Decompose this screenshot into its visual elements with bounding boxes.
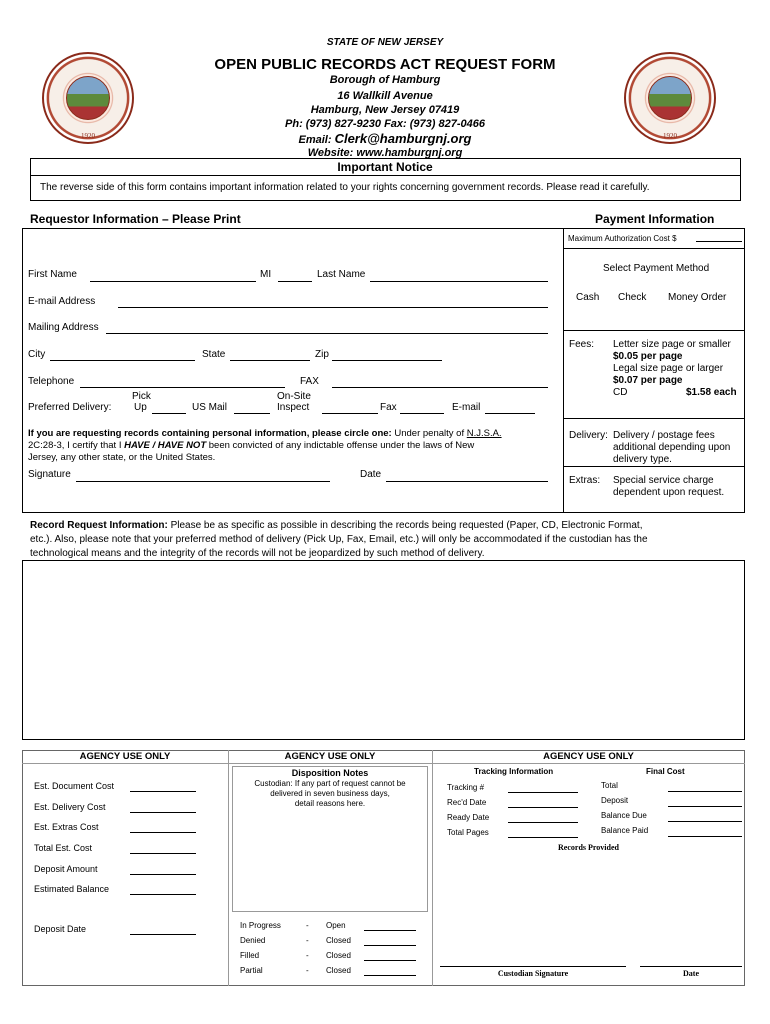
open-label: Open: [326, 921, 346, 930]
tracking-no-label: Tracking #: [447, 783, 485, 792]
certify-line-3: Jersey, any other state, or the United States.: [28, 452, 216, 463]
date-field[interactable]: [386, 481, 548, 482]
have-option[interactable]: HAVE: [124, 440, 150, 451]
balance-paid-field[interactable]: [668, 836, 742, 837]
ready-date-field[interactable]: [508, 822, 578, 823]
street-address: 16 Wallkill Avenue: [337, 90, 433, 102]
final-deposit-field[interactable]: [668, 806, 742, 807]
borough-name: Borough of Hamburg: [329, 74, 441, 86]
check-option[interactable]: Check: [618, 292, 647, 303]
fees-label: Fees:: [569, 339, 595, 350]
custodian-date-field[interactable]: [640, 966, 742, 967]
final-total-label: Total: [601, 781, 618, 790]
pickup-field[interactable]: [152, 413, 186, 414]
email-option-label: E-mail: [452, 402, 481, 413]
city-address: Hamburg, New Jersey 07419: [310, 104, 460, 116]
zip-field[interactable]: [332, 360, 442, 361]
record-request-line-2: etc.). Also, please note that your preferred method of delivery (Pick Up, Fax, Email, etc.) will only be accommodated if the custodian has the: [30, 534, 648, 545]
requestor-title: Requestor Information – Please Print: [30, 212, 241, 226]
disposition-title: Disposition Notes: [291, 768, 369, 778]
disposition-3: detail reasons here.: [294, 799, 366, 808]
est-extras-field[interactable]: [130, 832, 196, 833]
partial-closed-label: Closed: [326, 966, 351, 975]
records-provided-label: Records Provided: [558, 843, 619, 852]
delivery-fee-2: additional depending upon: [613, 442, 731, 453]
email-label: Email:: [298, 134, 332, 146]
estimated-balance-label: Estimated Balance: [34, 884, 110, 894]
max-auth-field[interactable]: [696, 241, 742, 242]
cd-price: $1.58 each: [686, 387, 737, 398]
recd-date-field[interactable]: [508, 807, 578, 808]
total-pages-label: Total Pages: [447, 828, 489, 837]
fax-label: FAX: [300, 376, 319, 387]
notice-text: The reverse side of this form contains important information related to your rights concerning government records. Please read it carefully.: [40, 182, 650, 193]
certify-line-1: If you are requesting records containing personal information, please circle one: Under penalty of N.J.S.A.: [28, 428, 502, 439]
signature-label: Signature: [28, 469, 71, 480]
custodian-date-label: Date: [683, 969, 699, 978]
letter-fee: Letter size page or smaller: [613, 339, 731, 350]
extras-1: Special service charge: [613, 475, 714, 486]
email-address-label: E-mail Address: [28, 296, 96, 307]
filled-field[interactable]: [364, 960, 416, 961]
denied-label: Denied: [240, 936, 266, 945]
first-name-field[interactable]: [90, 281, 256, 282]
balance-due-field[interactable]: [668, 821, 742, 822]
notice-title: Important Notice: [337, 160, 433, 174]
balance-due-label: Balance Due: [601, 811, 647, 820]
date-label: Date: [360, 469, 382, 480]
extras-2: dependent upon request.: [613, 487, 725, 498]
agency-heading-1: AGENCY USE ONLY: [79, 751, 171, 762]
record-request-line-3: technological means and the integrity of the records will not be jeopardized by such method of delivery.: [30, 548, 485, 559]
phone-fax: Ph: (973) 827-9230 Fax: (973) 827-0466: [285, 118, 485, 130]
cd-fee: CD: [613, 387, 628, 398]
final-total-field[interactable]: [668, 791, 742, 792]
fax-option-label: Fax: [380, 402, 397, 413]
est-doc-field[interactable]: [130, 791, 196, 792]
us-mail-label: US Mail: [192, 402, 228, 413]
email-link[interactable]: Clerk@hamburgnj.org: [334, 131, 472, 146]
recd-date-label: Rec'd Date: [447, 798, 487, 807]
deposit-amount-field[interactable]: [130, 874, 196, 875]
zip-label: Zip: [315, 349, 329, 360]
pick-label: Pick: [132, 391, 151, 402]
filled-closed-label: Closed: [326, 951, 351, 960]
record-request-textarea[interactable]: [22, 560, 745, 740]
deposit-date-label: Deposit Date: [34, 924, 87, 934]
filled-label: Filled: [240, 951, 260, 960]
total-est-field[interactable]: [130, 853, 196, 854]
est-delivery-label: Est. Delivery Cost: [34, 802, 106, 812]
custodian-signature-field[interactable]: [440, 966, 626, 967]
certify-line-2: 2C:28-3, I certify that I HAVE / HAVE NOT been convicted of any indictable offense under the laws of New: [28, 440, 475, 451]
delivery-fee-1: Delivery / postage fees: [613, 430, 715, 441]
estimated-balance-field[interactable]: [130, 894, 196, 895]
agency-heading-2: AGENCY USE ONLY: [284, 751, 376, 762]
final-deposit-label: Deposit: [601, 796, 629, 805]
state-label: State: [202, 349, 226, 360]
preferred-delivery-label: Preferred Delivery:: [28, 402, 112, 413]
city-label: City: [28, 349, 46, 360]
mailing-address-label: Mailing Address: [28, 322, 99, 333]
partial-label: Partial: [240, 966, 263, 975]
denied-field[interactable]: [364, 945, 416, 946]
city-field[interactable]: [50, 360, 195, 361]
have-not-option[interactable]: HAVE NOT: [157, 440, 207, 451]
mi-label: MI: [260, 269, 272, 280]
partial-field[interactable]: [364, 975, 416, 976]
letter-price: $0.05 per page: [613, 351, 683, 362]
select-payment-label: Select Payment Method: [603, 263, 710, 274]
balance-paid-label: Balance Paid: [601, 826, 649, 835]
last-name-label: Last Name: [317, 269, 366, 280]
tracking-title: Tracking Information: [474, 767, 554, 776]
disposition-1: Custodian: If any part of request cannot be: [254, 779, 406, 788]
total-est-label: Total Est. Cost: [34, 843, 93, 853]
telephone-label: Telephone: [28, 376, 75, 387]
record-request-line-1: Record Request Information: Please be as specific as possible in describing the records being requested (Paper, CD, Electronic Format,: [30, 520, 643, 531]
state-field[interactable]: [230, 360, 310, 361]
legal-price: $0.07 per page: [613, 375, 683, 386]
mailing-address-field[interactable]: [106, 333, 548, 334]
on-site-label: On-Site: [277, 391, 311, 402]
cash-option[interactable]: Cash: [576, 292, 600, 303]
inspect-field[interactable]: [322, 413, 378, 414]
custodian-signature-label: Custodian Signature: [497, 969, 569, 978]
last-name-field[interactable]: [370, 281, 548, 282]
email-line: [0, 131, 770, 146]
email-address-field[interactable]: [118, 307, 548, 308]
signature-field[interactable]: [76, 481, 330, 482]
legal-fee: Legal size page or larger: [613, 363, 724, 374]
est-doc-label: Est. Document Cost: [34, 781, 115, 791]
telephone-field[interactable]: [80, 387, 285, 388]
agency-heading-3: AGENCY USE ONLY: [543, 751, 634, 762]
denied-closed-label: Closed: [326, 936, 351, 945]
extras-label: Extras:: [569, 475, 601, 486]
seal-year: 1920: [81, 132, 95, 140]
inspect-label: Inspect: [277, 402, 310, 413]
total-pages-field[interactable]: [508, 837, 578, 838]
records-provided-field[interactable]: [440, 852, 740, 964]
money-order-option[interactable]: Money Order: [668, 292, 727, 303]
tracking-no-field[interactable]: [508, 792, 578, 793]
deposit-amount-label: Deposit Amount: [34, 864, 98, 874]
seal-year: 1920: [663, 132, 677, 140]
state-heading: STATE OF NEW JERSEY: [326, 37, 444, 48]
est-delivery-field[interactable]: [130, 812, 196, 813]
website-line[interactable]: Website: www.hamburgnj.org: [307, 147, 463, 159]
in-progress-label: In Progress: [240, 921, 281, 930]
deposit-date-field[interactable]: [130, 934, 196, 935]
max-auth-label: Maximum Authorization Cost $: [568, 234, 677, 243]
payment-title: Payment Information: [595, 212, 715, 226]
first-name-label: First Name: [28, 269, 77, 280]
delivery-fee-3: delivery type.: [613, 454, 672, 465]
delivery-fee-label: Delivery:: [569, 430, 608, 441]
email-option-field[interactable]: [485, 413, 535, 414]
disposition-notes-field[interactable]: [232, 766, 428, 912]
fax-field[interactable]: [332, 387, 548, 388]
ready-date-label: Ready Date: [447, 813, 490, 822]
fax-option-field[interactable]: [400, 413, 444, 414]
up-label: Up: [134, 402, 147, 413]
disposition-2: delivered in seven business days,: [270, 789, 390, 798]
mi-field[interactable]: [278, 281, 312, 282]
final-cost-title: Final Cost: [646, 767, 685, 776]
us-mail-field[interactable]: [234, 413, 270, 414]
open-field[interactable]: [364, 930, 416, 931]
est-extras-label: Est. Extras Cost: [34, 822, 99, 832]
form-title: OPEN PUBLIC RECORDS ACT REQUEST FORM: [214, 56, 556, 73]
